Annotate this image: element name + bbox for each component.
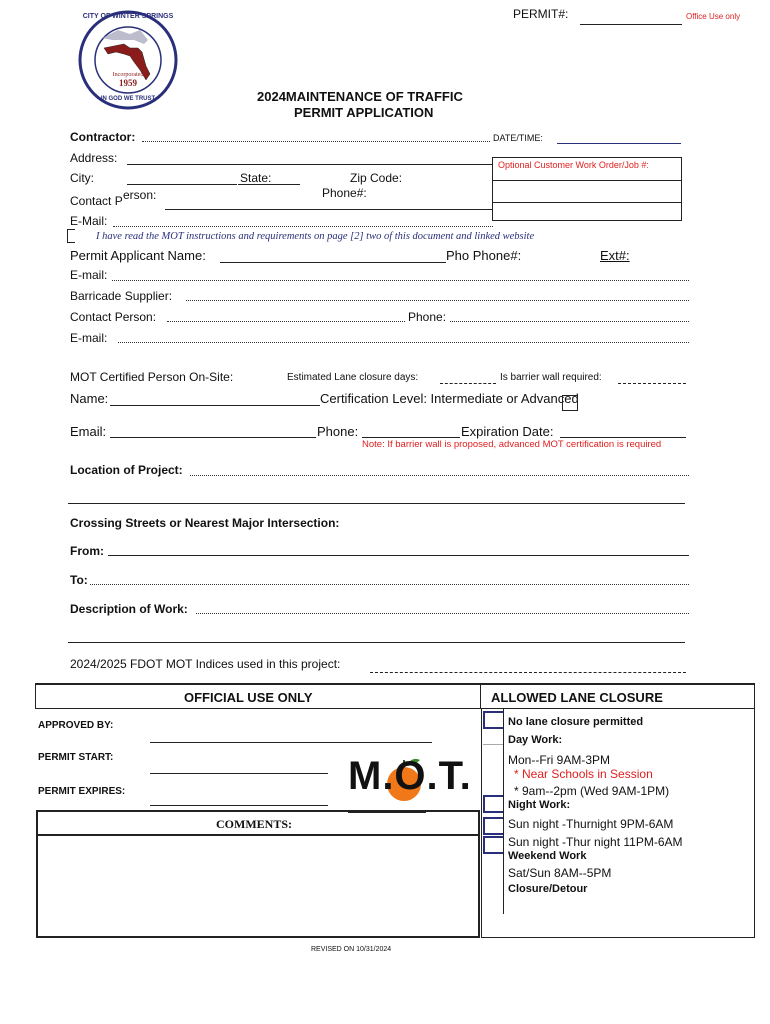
datetime-label: DATE/TIME: <box>493 133 543 143</box>
address-field[interactable] <box>127 164 493 165</box>
mot-email-field[interactable] <box>110 437 316 438</box>
barricade-contact-label: Contact Person: <box>70 310 157 324</box>
crossing-label: Crossing Streets or Nearest Major Intersection: <box>70 516 340 530</box>
contact-person-label-b: erson: <box>123 188 157 202</box>
contact-person-label-a: Contact P <box>70 194 123 208</box>
description-label: Description of Work: <box>70 602 188 616</box>
est-closure-field[interactable] <box>440 383 496 384</box>
form-title-line1: 2024MAINTENANCE OF TRAFFIC <box>257 89 463 104</box>
mot-phone-field[interactable] <box>362 437 460 438</box>
applicant-ext-label: Ext#: <box>600 248 630 263</box>
approved-by-field[interactable] <box>150 742 432 743</box>
school-hours-label: * 9am--2pm (Wed 9AM-1PM) <box>514 784 670 798</box>
lane-closure-heading: ALLOWED LANE CLOSURE <box>491 690 663 705</box>
applicant-email-label: E-mail: <box>70 268 108 282</box>
permit-number-field[interactable] <box>580 24 682 25</box>
work-order-box[interactable] <box>492 157 682 221</box>
lane-closure-box <box>481 708 755 938</box>
contractor-email-label: E-Mail: <box>70 214 108 228</box>
cert-level-label: Certification Level: Intermediate or Advanced <box>320 391 579 406</box>
expiration-field[interactable] <box>560 437 686 438</box>
description-field[interactable] <box>196 613 689 614</box>
barricade-email-field[interactable] <box>118 342 689 343</box>
mot-logo-text: M.O.T. <box>348 754 472 798</box>
acknowledge-checkbox[interactable] <box>67 229 75 243</box>
acknowledge-text: I have read the MOT instructions and requirements on page [2] two of this document and linked website <box>96 231 535 242</box>
city-field[interactable] <box>127 184 237 185</box>
applicant-name-field[interactable] <box>220 262 446 263</box>
contractor-label: Contractor: <box>70 130 136 144</box>
expiration-label: Expiration Date: <box>461 424 554 439</box>
from-label: From: <box>70 544 104 558</box>
location-label: Location of Project: <box>70 463 183 477</box>
permit-expires-label: PERMIT EXPIRES: <box>38 786 126 797</box>
section-divider <box>35 683 755 685</box>
barricade-phone-label: Phone: <box>408 310 447 324</box>
sat-sun-label: Sat/Sun 8AM--5PM <box>508 866 612 880</box>
barricade-field[interactable] <box>186 300 689 301</box>
contact-person-field[interactable] <box>165 209 493 210</box>
barricade-email-label: E-mail: <box>70 331 108 345</box>
no-closure-label: No lane closure permitted <box>508 716 644 728</box>
permit-start-label: PERMIT START: <box>38 752 114 763</box>
seal-year: 1959 <box>119 78 137 88</box>
contractor-email-field[interactable] <box>113 226 493 227</box>
to-label: To: <box>70 573 88 587</box>
near-schools-label: * Near Schools in Session <box>514 767 653 781</box>
indices-field[interactable] <box>370 672 686 673</box>
address-label: Address: <box>70 151 118 165</box>
applicant-email-field[interactable] <box>112 280 689 281</box>
barrier-note: Note: If barrier wall is proposed, advanced MOT certification is required <box>362 439 662 450</box>
barricade-label: Barricade Supplier: <box>70 289 173 303</box>
mot-email-label: Email: <box>70 424 107 439</box>
weekend-work-label: Weekend Work <box>508 850 587 862</box>
indices-label: 2024/2025 FDOT MOT Indices used in this project: <box>70 657 341 671</box>
barricade-phone-field[interactable] <box>450 321 689 322</box>
est-closure-label: Estimated Lane closure days: <box>287 372 419 383</box>
mot-name-field[interactable] <box>110 405 320 406</box>
permit-number-label: PERMIT#: <box>513 7 569 21</box>
seal-incorporated: Incorporated <box>112 72 144 78</box>
closure-detour-label: Closure/Detour <box>508 883 588 895</box>
location-field[interactable] <box>190 475 689 476</box>
approved-by-label: APPROVED BY: <box>38 720 114 731</box>
mon-fri-label: Mon--Fri 9AM-3PM <box>508 753 611 767</box>
description-field-2[interactable] <box>68 642 685 643</box>
mot-certified-label: MOT Certified Person On-Site: <box>70 370 234 384</box>
advanced-checkbox[interactable] <box>562 395 578 411</box>
barricade-contact-field[interactable] <box>167 321 405 322</box>
official-use-heading: OFFICIAL USE ONLY <box>184 690 313 705</box>
sun-thur-11pm-label: Sun night -Thur night 11PM-6AM <box>508 835 683 849</box>
state-label: State: <box>240 171 272 185</box>
state-field[interactable] <box>238 184 300 185</box>
permit-start-field[interactable] <box>150 773 328 774</box>
barrier-field[interactable] <box>618 383 686 384</box>
night-work-label: Night Work: <box>508 799 571 811</box>
applicant-name-label: Permit Applicant Name: <box>70 248 206 263</box>
seal-bottom-text: IN GOD WE TRUST <box>100 96 156 102</box>
revised-note: REVISED ON 10/31/2024 <box>311 946 392 953</box>
city-label: City: <box>70 171 94 185</box>
city-seal <box>78 10 178 110</box>
to-field[interactable] <box>90 584 689 585</box>
form-title-line2: PERMIT APPLICATION <box>294 105 434 120</box>
mot-name-label: Name: <box>70 391 109 406</box>
sun-thur-9pm-label: Sun night -Thurnight 9PM-6AM <box>508 817 674 831</box>
office-use-note: Office Use only <box>686 12 741 21</box>
permit-expires-field[interactable] <box>150 805 328 806</box>
barrier-label: Is barrier wall required: <box>500 372 602 383</box>
contractor-phone-label: Phone#: <box>322 186 367 200</box>
zip-label: Zip Code: <box>350 171 403 185</box>
seal-top-text: CITY OF WINTER SPRINGS <box>82 13 174 20</box>
comments-label: COMMENTS: <box>216 817 292 831</box>
contractor-field[interactable] <box>142 141 490 142</box>
location-field-2[interactable] <box>68 503 685 504</box>
day-work-label: Day Work: <box>508 734 563 746</box>
applicant-phone-label: Pho Phone#: <box>446 248 522 263</box>
datetime-field[interactable] <box>557 143 681 144</box>
mot-phone-label: Phone: <box>317 424 359 439</box>
from-field[interactable] <box>108 555 689 556</box>
work-order-label: Optional Customer Work Order/Job #: <box>498 160 649 170</box>
